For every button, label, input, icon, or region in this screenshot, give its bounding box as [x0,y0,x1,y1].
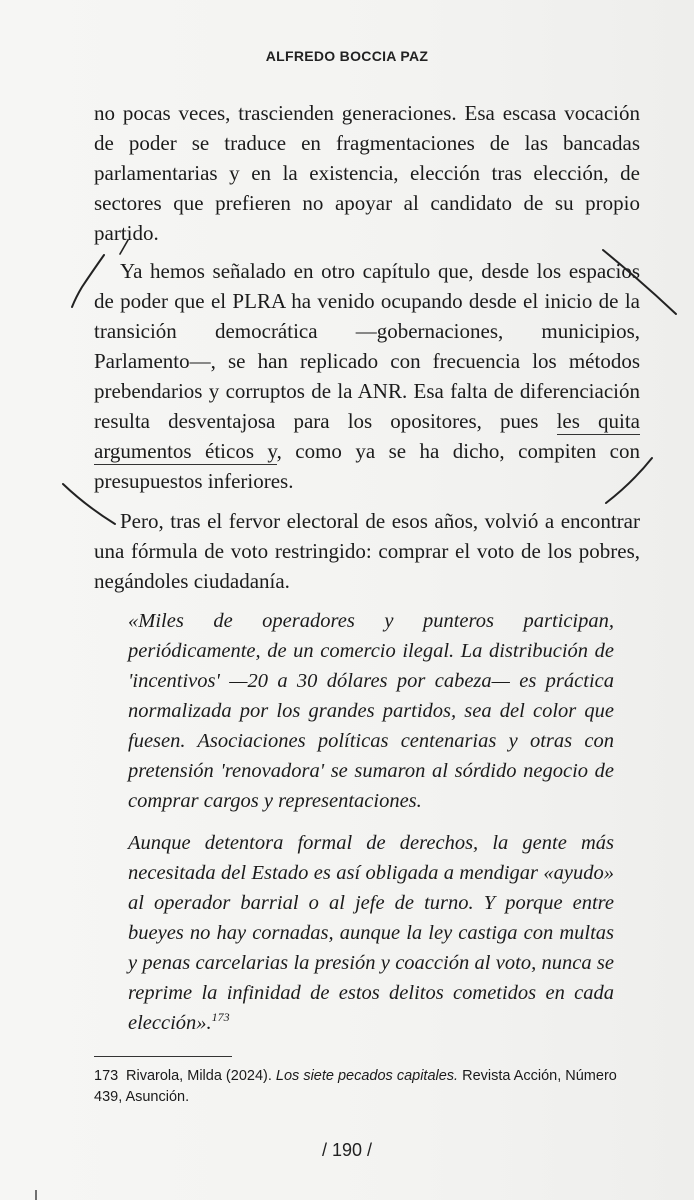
running-header: ALFREDO BOCCIA PAZ [265,48,429,64]
footnote-author: Rivarola, Milda (2024). [126,1068,276,1084]
pen-tick-p1 [120,240,128,254]
paragraph-2-end: , como ya se ha dicho, compiten con presupuestos inferiores. [94,439,640,493]
paragraph-3: Pero, tras el fervor electoral de esos años, volvió a encontrar una fórmula de voto restringido: comprar el voto de los pobres, negándoles ciudadanía. [94,509,640,593]
pen-mark-left-mid [63,484,115,524]
paragraph-1: no pocas veces, trascienden generaciones. Esa escasa vocación de poder se traduce en fragmentaciones de las bancadas parlamentarias y en la existencia, elección tras elección, de sectores que prefieren no apoyar al candidato de su propio partido. [94,101,640,245]
page-number: / 190 / [321,1140,373,1160]
footnote-reference: 173 [211,1010,230,1025]
footnote-source: Revista Acción, Número 439, Asunción. [94,1068,617,1105]
footnote-title: Los siete pecados capitales. [275,1068,459,1084]
footnote-number: 173 [94,1068,119,1084]
pen-mark-right-mid [606,458,652,503]
block-quote-1: «Miles de operadores y punteros participan, periódicamente, de un comercio ilegal. La distribución de 'incentivos' —20 a 30 dólares por cabeza— es práctica normalizada por los grandes partidos, sea del color que fuesen. Asociaciones políticas centenarias y otras con pretensión 'renovadora' se sumaron al sórdido negocio de comprar cargos y representaciones. [128,610,614,812]
block-quote-2-text: Aunque detentora formal de derechos, la gente más necesitada del Estado es así obligada a mendigar «ayudo» al operador barrial o al jefe de turno. Y porque entre bueyes no hay cornadas, aunque la ley castiga con multas y penas carcelarias la presión y coacción al voto, nunca se reprime la infinidad de estos delitos cometidos en cada elección». [128,832,614,1034]
paragraph-2-start: Ya hemos señalado en otro capítulo que, desde los espacios de poder que el PLRA ha venido ocupando desde el inicio de la transición democrática —gobernaciones, municipios, Parlamento—, se han replicado con frecuencia los métodos prebendarios y corruptos de la ANR. Esa falta de diferenciación resulta desventajosa para los opositores, pues [94,259,640,433]
pen-mark-left-top [72,255,104,307]
underlined-phrase: les quita argumentos éticos y [94,409,640,463]
pen-mark-right-top [603,250,676,314]
